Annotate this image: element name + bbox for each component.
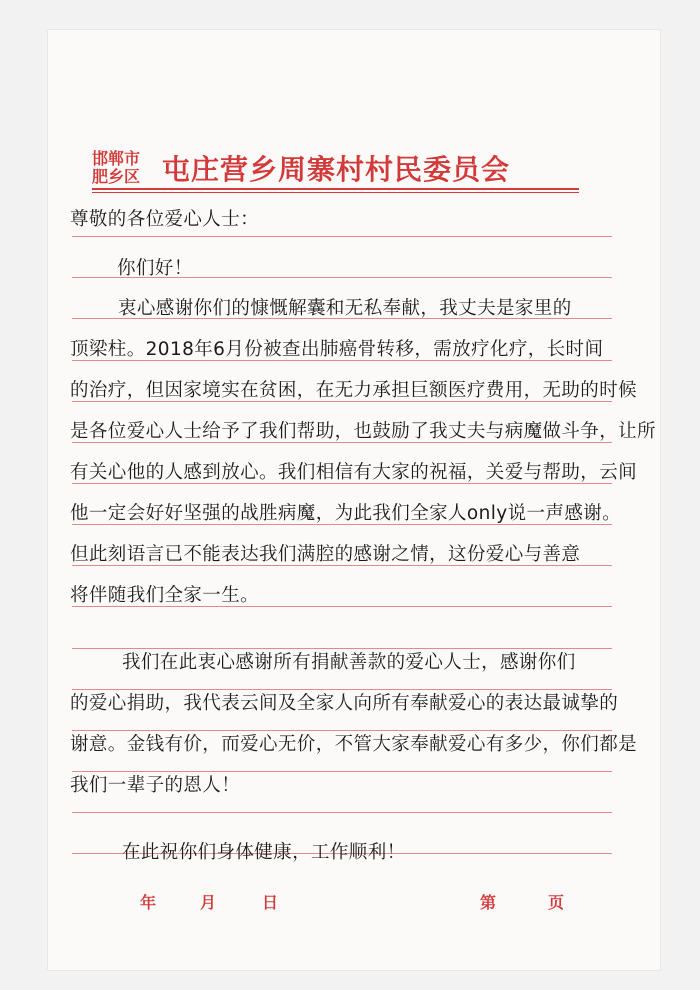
letter-line: 顶梁柱。2018年6月份被查出肺癌骨转移，需放疗化疗，长时间 xyxy=(70,339,604,360)
letterhead xyxy=(92,148,572,188)
footer-year-label: 年 xyxy=(140,893,157,912)
ruled-line xyxy=(72,812,612,813)
letterhead-district: 肥乡区 xyxy=(92,167,141,186)
ruled-line xyxy=(72,771,612,772)
letter-line: 但此刻语言已不能表达我们满腔的感谢之情，这份爱心与善意 xyxy=(70,544,581,565)
ruled-line xyxy=(72,689,612,690)
letter-line: 他一定会好好坚强的战胜病魔，为此我们全家人only说一声感谢。 xyxy=(70,503,622,524)
footer-month-label: 月 xyxy=(200,893,217,912)
letterhead-city: 邯郸市 xyxy=(92,149,141,168)
letterhead-rule-thick xyxy=(92,188,579,190)
footer-page-suffix: 页 xyxy=(548,893,565,912)
letter-line: 衷心感谢你们的慷慨解囊和无私奉献，我丈夫是家里的 xyxy=(118,298,572,319)
letterhead-rule-thin xyxy=(92,192,579,193)
greeting: 你们好！ xyxy=(117,258,193,279)
ruled-line xyxy=(72,236,612,237)
letter-line: 的爱心捐助，我代表云间及全家人向所有奉献爱心的表达最诚挚的 xyxy=(70,693,619,714)
letter-line: 谢意。金钱有价，而爱心无价，不管大家奉献爱心有多少，你们都是 xyxy=(70,734,638,755)
footer-day-label: 日 xyxy=(262,893,279,912)
letter-line: 是各位爱心人士给予了我们帮助，也鼓励了我丈夫与病魔做斗争，让所 xyxy=(70,421,656,442)
ruled-line xyxy=(72,730,612,731)
salutation: 尊敬的各位爱心人士： xyxy=(70,209,260,230)
letter-line: 我们在此衷心感谢所有捐献善款的爱心人士，感谢你们 xyxy=(122,652,576,673)
letter-line: 在此祝你们身体健康，工作顺利！ xyxy=(122,842,406,863)
letterhead-location xyxy=(92,150,140,186)
letter-line: 将伴随我们全家一生。 xyxy=(70,585,260,606)
letter-line: 有关心他的人感到放心。我们相信有大家的祝福，关爱与帮助，云间 xyxy=(70,462,638,483)
letter-line: 我们一辈子的恩人！ xyxy=(70,775,241,796)
letterhead-organization: 屯庄营乡周寨村村民委员会 xyxy=(162,153,511,186)
footer-page-prefix: 第 xyxy=(480,893,497,912)
ruled-line xyxy=(72,648,612,649)
letter-line: 的治疗，但因家境实在贫困，在无力承担巨额医疗费用，无助的时候 xyxy=(70,380,638,401)
